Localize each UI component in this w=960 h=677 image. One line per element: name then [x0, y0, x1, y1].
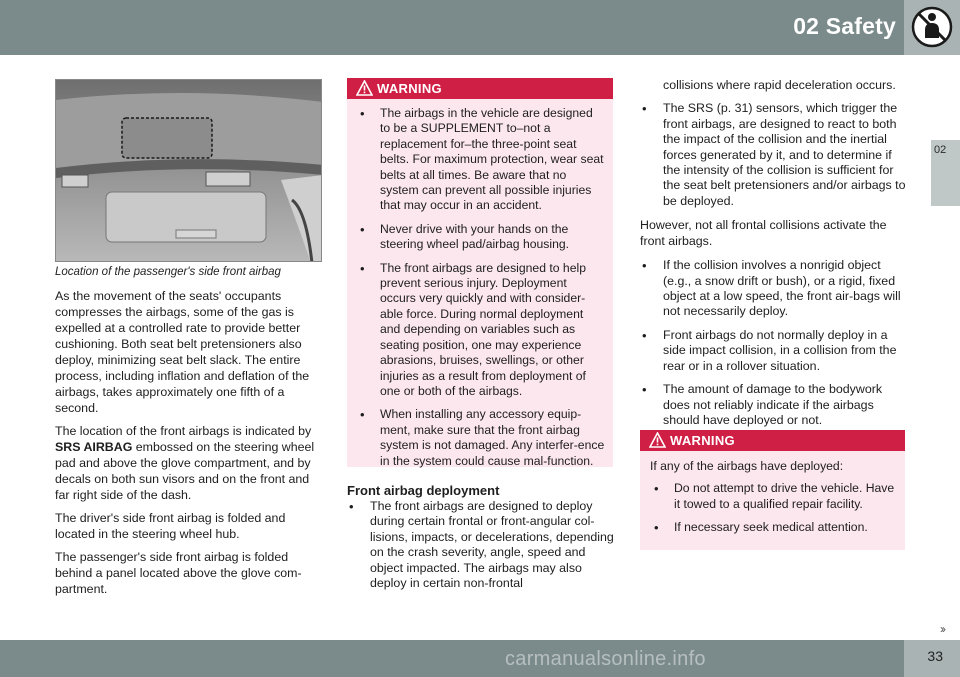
warning-item: • Do not attempt to drive the vehicle. Have it towed to a qualified repair facility.	[674, 481, 897, 512]
paragraph: The passenger's side front airbag is folded behind a panel located above the glove com-partment.	[55, 550, 302, 596]
warning-item: • If necessary seek medical attention.	[674, 520, 897, 535]
figure-caption: Location of the passenger's side front airbag	[55, 266, 281, 278]
watermark: carmanualsonline.info	[505, 648, 706, 670]
paragraph	[55, 423, 323, 503]
page-number-box	[904, 640, 960, 677]
side-tab-label: 02	[934, 144, 947, 156]
warning-item: • When installing any accessory equip-ment, make sure that the front airbag system is not damaged. Any interfer-ence in the system could cause mal-function.	[380, 407, 605, 469]
list-item: • Front airbags do not normally deploy in a side impact collision, in a collision from the rear or in a rollover situation.	[640, 328, 908, 374]
section-heading: Front airbag deployment	[347, 483, 500, 498]
next-page-arrows[interactable]: ››	[940, 622, 944, 636]
warning-list	[347, 99, 613, 469]
page-number: 33	[927, 648, 943, 664]
column-three	[640, 78, 908, 436]
continued-list	[640, 78, 908, 209]
list-item: • The SRS (p. 31) sensors, which trigger the front airbags, are designed to react to both the impact of the collision and the inertial forces generated by it, and to determine if the intensity of the collision is sufficient for the seat belt pretensioners and/or airbags to be deployed.	[640, 101, 908, 209]
chapter-icon-box	[904, 0, 960, 55]
dashboard-image	[56, 80, 322, 262]
list-item: • If the collision involves a nonrigid object (e.g., a snow drift or bush), or a rigid, fixed object at a low speed, the front air-bags will not necessarily deploy.	[640, 258, 908, 320]
warning-box-deployed	[640, 430, 905, 550]
warning-box-airbags	[347, 78, 613, 467]
seat-occupant-no-sign-icon	[911, 6, 953, 48]
warning-triangle-icon	[356, 80, 373, 96]
text-run: The location of the front airbags is indicated by	[55, 424, 312, 438]
warning-header	[347, 78, 613, 99]
non-deploy-list	[640, 258, 908, 428]
warning-title: WARNING	[377, 81, 442, 96]
warning-list	[640, 478, 905, 535]
warning-intro: If any of the airbags have deployed:	[650, 459, 844, 473]
list-item-continued: collisions where rapid deceleration occurs.	[663, 78, 896, 92]
chapter-side-tab[interactable]	[931, 140, 960, 206]
deployment-list	[347, 499, 615, 599]
intro-column	[55, 288, 323, 604]
paragraph: The driver's side front airbag is folded and located in the steering wheel hub.	[55, 511, 286, 541]
warning-item: • The front airbags are designed to help prevent serious injury. Deployment occurs very quickly and with consider-able force. During normal deployment and depending on variables such as seating position, one may experience abrasions, bruises, swellings, or other injuries as a result from deployment of one or both of the airbags.	[380, 261, 605, 400]
footer-bar	[0, 640, 960, 677]
paragraph: However, not all frontal collisions activate the front airbags.	[640, 218, 887, 249]
chapter-title: 02 Safety	[793, 13, 896, 39]
text-run: embossed on the steering wheel pad and above the glove compartment, and by decals on both sun visors and on the front and far right side of the dash.	[55, 440, 315, 502]
warning-triangle-icon	[649, 432, 666, 448]
srs-airbag-bold: SRS AIRBAG	[55, 440, 133, 454]
warning-item: • Never drive with your hands on the steering wheel pad/airbag housing.	[380, 222, 605, 253]
warning-header	[640, 430, 905, 451]
list-item: • The amount of damage to the bodywork does not reliably indicate if the airbags should have deployed or not.	[640, 382, 908, 428]
warning-title: WARNING	[670, 433, 735, 448]
airbag-location-illustration	[55, 79, 322, 262]
paragraph: As the movement of the seats' occupants compresses the airbags, some of the gas is expelled at a controlled rate to provide better cushioning. Both seat belt pretensioners also deploy, minimizing seat belt slack. The entire process, including inflation and deflation of the airbags, takes approximately one fifth of a second.	[55, 289, 310, 415]
warning-item: • The airbags in the vehicle are designed to be a SUPPLEMENT to–not a replacement for–the three-point seat belts. For maximum protection, wear seat belts at all times. Be aware that no system can prevent all possible injuries that may occur in an accident.	[380, 106, 605, 214]
list-item: • The front airbags are designed to deploy during certain frontal or front-angular col-lisions, impacts, or decelerations, depending on the crash severity, angle, speed and object impacted. The airbags may also deploy in certain non-frontal	[347, 499, 615, 591]
